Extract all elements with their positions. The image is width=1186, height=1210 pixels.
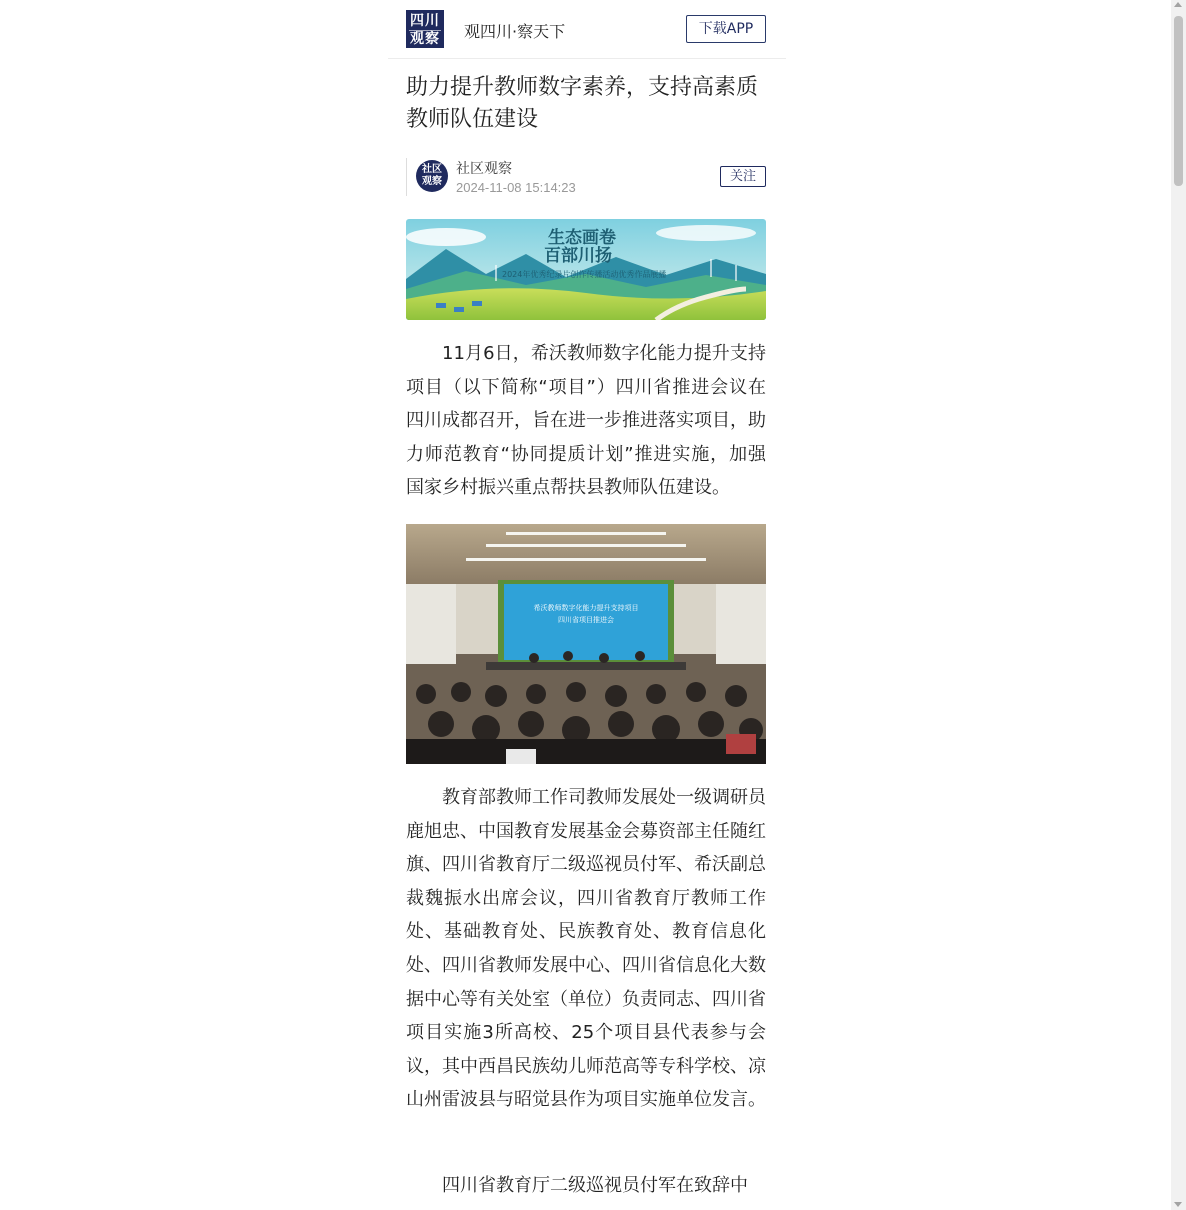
logo-line1: 四川 [410, 13, 440, 29]
page-scrollbar[interactable] [1171, 0, 1186, 1210]
scroll-up-arrow-icon[interactable] [1174, 2, 1182, 7]
banner-subtitle: 2024年优秀纪录片创作传播活动优秀作品展播 [502, 270, 667, 279]
site-logo[interactable] [406, 10, 444, 48]
banner-illustration [406, 219, 766, 320]
author-name[interactable]: 社区观察 [456, 161, 512, 177]
screen-text-line1: 希沃教师数字化能力提升支持项目 [533, 604, 639, 612]
site-slogan: 观四川·察天下 [464, 22, 566, 41]
logo-line2: 观察 [410, 31, 440, 47]
author-info [406, 154, 766, 200]
scroll-down-arrow-icon[interactable] [1174, 1202, 1182, 1207]
meeting-photo[interactable] [406, 524, 766, 764]
author-divider [406, 158, 407, 196]
banner-title-line1: 生态画卷 [548, 228, 616, 248]
banner-title-line2: 百部川扬 [544, 246, 612, 266]
screen-text-line2: 四川省项目推进会 [558, 616, 614, 624]
top-bar [388, 0, 786, 59]
article-paragraph: 四川省教育厅二级巡视员付军在致辞中 [442, 1175, 748, 1196]
scrollbar-thumb[interactable] [1174, 16, 1183, 186]
avatar-line2: 观察 [422, 176, 442, 187]
article-paragraph: 教育部教师工作司教师发展处一级调研员鹿旭忠、中国教育发展基金会募资部主任随红旗、四川省教育厅二级巡视员付军、希沃副总裁魏振水出席会议，四川省教育厅教师工作处、基础教育处、民族教育处、教育信息化处、四川省教师发展中心、四川省信息化大数据中心等有关处室（单位）负责同志、四川省项目实施3所高校、25个项目县代表参与会议，其中西昌民族幼儿师范高等专科学校、凉山州雷波县与昭觉县作为项目实施单位发言。 [406, 787, 766, 1111]
meeting-photo-illustration [406, 524, 766, 764]
download-app-button[interactable]: 下载APP [686, 15, 766, 43]
promo-banner[interactable] [406, 219, 766, 320]
article-page [388, 0, 786, 1210]
follow-button[interactable]: 关注 [720, 166, 766, 187]
publish-time: 2024-11-08 15:14:23 [456, 180, 576, 195]
article-title: 助力提升教师数字素养，支持高素质教师队伍建设 [406, 75, 759, 132]
article-paragraph: 11月6日，希沃教师数字化能力提升支持项目（以下简称“项目”）四川省推进会议在四川成都召开，旨在进一步推进落实项目，助力师范教育“协同提质计划”推进实施，加强国家乡村振兴重点帮扶县教师队伍建设。 [406, 343, 766, 499]
author-avatar[interactable] [416, 160, 448, 192]
avatar-line1: 社区 [422, 164, 442, 175]
